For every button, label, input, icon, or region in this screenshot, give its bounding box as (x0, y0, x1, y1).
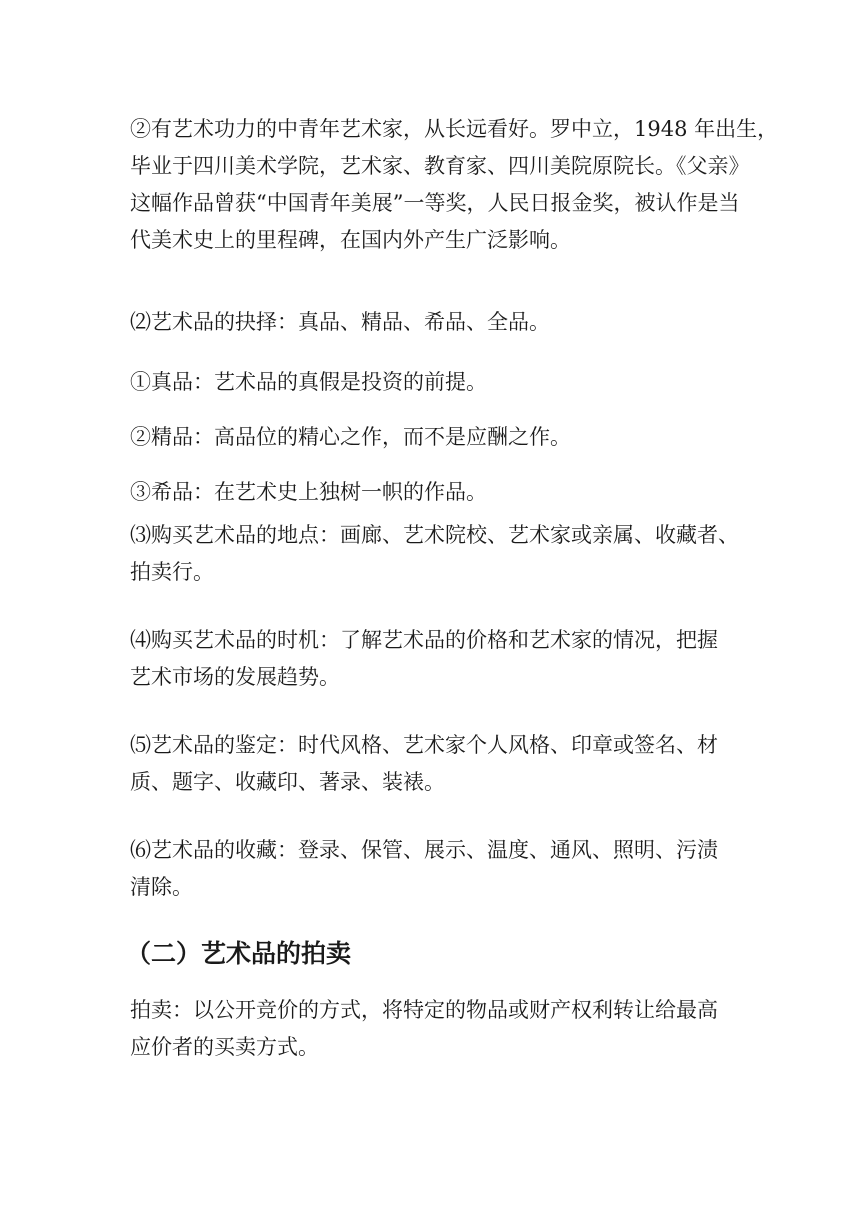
text-line: 质、题字、收藏印、著录、装裱。 (130, 770, 445, 794)
text-line: 拍卖：以公开竞价的方式，将特定的物品或财产权利转让给最高 (130, 998, 718, 1022)
paragraph-auction-definition (130, 992, 735, 1066)
text-line: 艺术市场的发展趋势。 (130, 665, 340, 689)
paragraph-purchase-timing (130, 622, 735, 696)
text-line: ①真品：艺术品的真假是投资的前提。 (130, 370, 487, 394)
paragraph-genuine (130, 364, 735, 401)
text-line: ③希品：在艺术史上独树一帜的作品。 (130, 480, 487, 504)
text-line: 应价者的买卖方式。 (130, 1035, 319, 1059)
text-line: ⑸艺术品的鉴定：时代风格、艺术家个人风格、印章或签名、材 (130, 733, 718, 757)
paragraph-selection (130, 304, 735, 341)
paragraph-fine (130, 419, 735, 456)
text-line: 拍卖行。 (130, 560, 214, 584)
paragraph-mid-young-artists (130, 111, 779, 259)
text-line: ⑹艺术品的收藏：登录、保管、展示、温度、通风、照明、污渍 (130, 838, 718, 862)
text-line: ⑶购买艺术品的地点：画廊、艺术院校、艺术家或亲属、收藏者、 (130, 523, 739, 547)
paragraph-purchase-place (130, 517, 739, 591)
text-line: ②有艺术功力的中青年艺术家，从长远看好。罗中立，1948 年出生， (130, 117, 779, 141)
text-line: 清除。 (130, 875, 193, 899)
text-line: 这幅作品曾获“中国青年美展”一等奖，人民日报金奖，被认作是当 (130, 191, 740, 215)
paragraph-collection (130, 832, 735, 906)
section-heading-auction: （二）艺术品的拍卖 (126, 939, 352, 968)
paragraph-appraisal (130, 727, 735, 801)
text-line: 毕业于四川美术学院，艺术家、教育家、四川美院原院长。《父亲》 (130, 154, 750, 178)
text-line: ⑵艺术品的抉择：真品、精品、希品、全品。 (130, 310, 550, 334)
text-line: 代美术史上的里程碑，在国内外产生广泛影响。 (130, 228, 571, 252)
text-line: ②精品：高品位的精心之作，而不是应酬之作。 (130, 425, 571, 449)
text-line: ⑷购买艺术品的时机：了解艺术品的价格和艺术家的情况，把握 (130, 628, 718, 652)
paragraph-rare (130, 474, 735, 511)
